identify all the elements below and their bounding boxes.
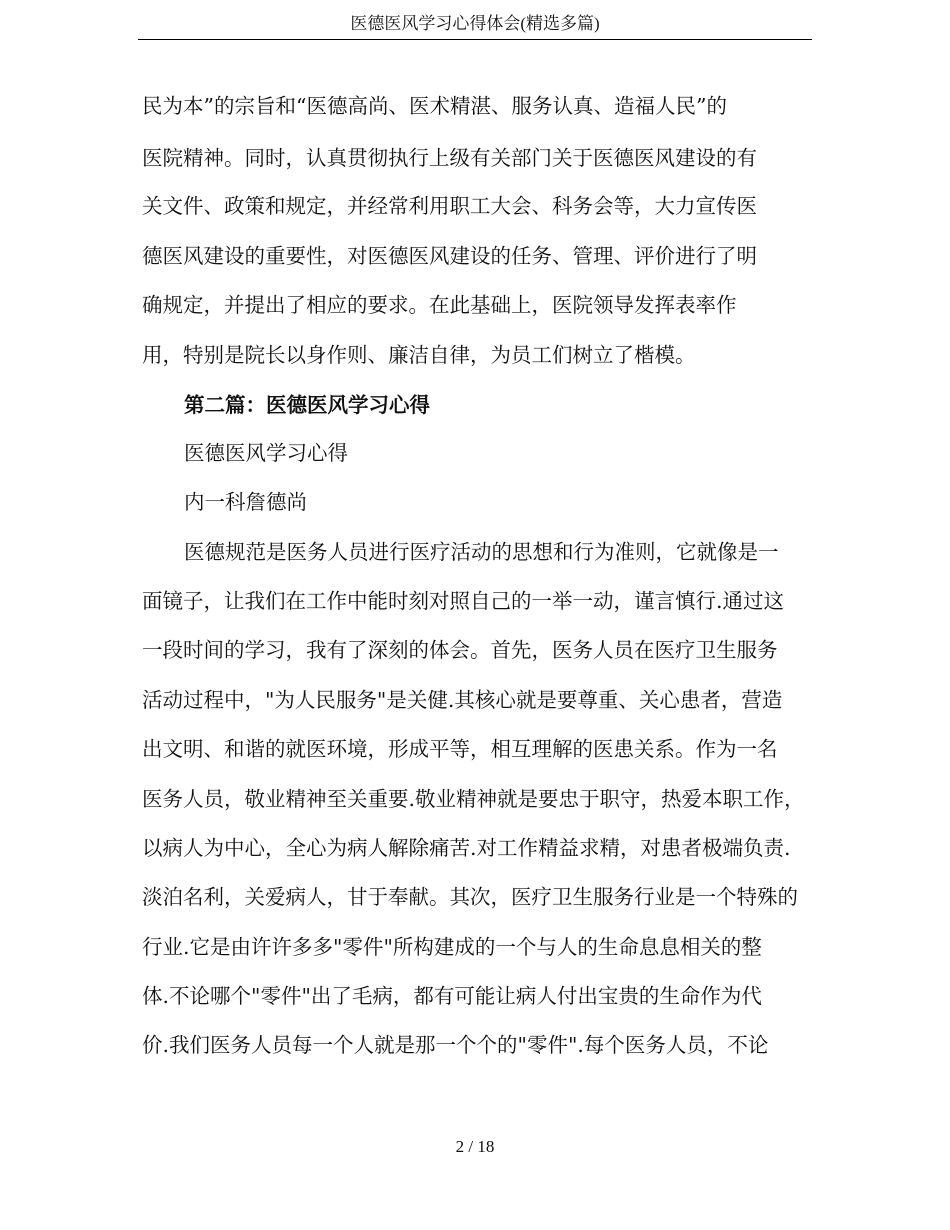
paragraph-line: 医务人员，敬业精神至关重要.敬业精神就是要忠于职守，热爱本职工作， (142, 787, 805, 811)
paragraph-line: 用，特别是院长以身作则、廉洁自律，为员工们树立了楷模。 (142, 343, 696, 367)
paragraph-line: 淡泊名利，关爱病人，甘于奉献。其次，医疗卫生服务行业是一个特殊的 (142, 885, 798, 909)
paragraph-line: 体.不论哪个"零件"出了毛病，都有可能让病人付出宝贵的生命作为代 (142, 984, 762, 1008)
paragraph-line: 面镜子，让我们在工作中能时刻对照自己的一举一动，谨言慎行.通过这 (142, 589, 785, 613)
paragraph-line: 行业.它是由许许多多"零件"所构建成的一个与人的生命息息相关的整 (142, 935, 762, 959)
paragraph-line: 出文明、和谐的就医环境，形成平等，相互理解的医患关系。作为一名 (142, 737, 778, 761)
document-body (142, 0, 827, 1100)
paragraph-line: 民为本”的宗旨和“医德高尚、医术精湛、服务认真、造福人民”的 (142, 94, 727, 118)
section-heading: 第二篇：医德医风学习心得 (184, 393, 430, 417)
paragraph-line: 医院精神。同时，认真贯彻执行上级有关部门关于医德医风建设的有 (142, 146, 757, 170)
paragraph-line: 德医风建设的重要性，对医德医风建设的任务、管理、评价进行了明 (142, 244, 757, 268)
paragraph-line: 确规定，并提出了相应的要求。在此基础上，医院领导发挥表率作 (142, 293, 737, 317)
document-title: 医德医风学习心得体会(精选多篇) (350, 14, 600, 33)
page-number: 2 / 18 (455, 1137, 495, 1156)
paragraph-line: 以病人为中心，全心为病人解除痛苦.对工作精益求精，对患者极端负责. (142, 836, 791, 860)
paragraph-line: 活动过程中，"为人民服务"是关健.其核心就是要尊重、关心患者，营造 (142, 688, 783, 712)
paragraph-line: 关文件、政策和规定，并经常利用职工大会、科务会等，大力宣传医 (142, 194, 757, 218)
paragraph-line: 医德规范是医务人员进行医疗活动的思想和行为准则，它就像是一 (184, 540, 779, 564)
author-line: 内一科詹德尚 (184, 490, 307, 514)
paragraph-line: 一段时间的学习，我有了深刻的体会。首先，医务人员在医疗卫生服务 (142, 638, 778, 662)
paragraph-line: 价.我们医务人员每一个人就是那一个个的"零件".每个医务人员，不论 (142, 1033, 769, 1057)
section-subtitle: 医德医风学习心得 (184, 441, 348, 465)
